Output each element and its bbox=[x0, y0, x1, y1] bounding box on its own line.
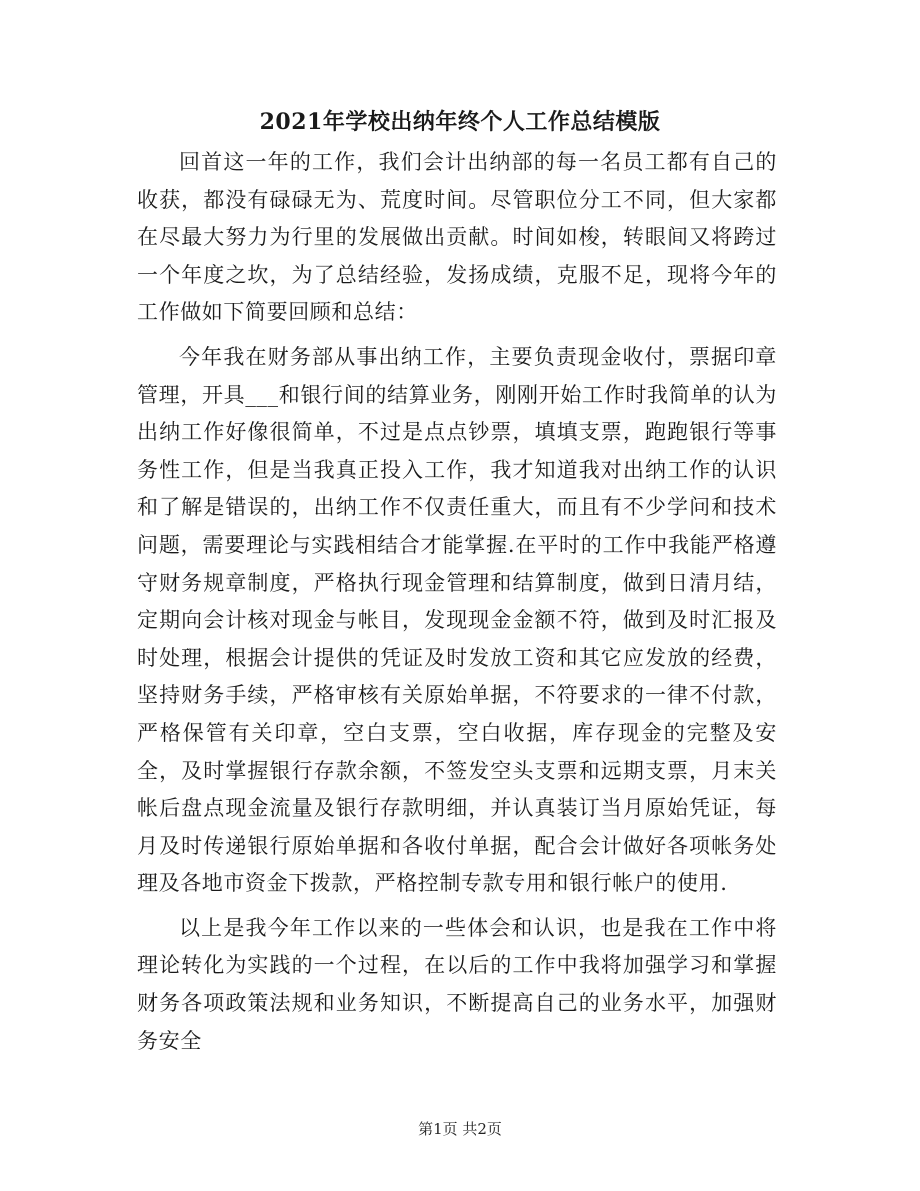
paragraph-intro: 回首这一年的工作，我们会计出纳部的每一名员工都有自己的收获，都没有碌碌无为、荒度时间。尽管职位分工不同，但大家都在尽最大努力为行里的发展做出贡献。时间如梭，转眼间又将跨过一个年度之坎，为了总结经验，发扬成绩，克服不足，现将今年的工作做如下简要回顾和总结： bbox=[137, 150, 777, 325]
document-body bbox=[137, 144, 777, 1060]
paragraph-conclusion: 以上是我今年工作以来的一些体会和认识，也是我在工作中将理论转化为实践的一个过程，在以后的工作中我将加强学习和掌握财务各项政策法规和业务知识，不断提高自己的业务水平，加强财务安全 bbox=[137, 915, 777, 1053]
paragraph-duties: 今年我在财务部从事出纳工作，主要负责现金收付，票据印章管理，开具___和银行间的结算业务，刚刚开始工作时我简单的认为出纳工作好像很简单，不过是点点钞票，填填支票，跑跑银行等事务性工作，但是当我真正投入工作，我才知道我对出纳工作的认识和了解是错误的，出纳工作不仅责任重大，而且有不少学问和技术问题，需要理论与实践相结合才能掌握.在平时的工作中我能严格遵守财务规章制度，严格执行现金管理和结算制度，做到日清月结，定期向会计核对现金与帐目，发现现金金额不符，做到及时汇报及时处理，根据会计提供的凭证及时发放工资和其它应发放的经费，坚持财务手续，严格审核有关原始单据，不符要求的一律不付款，严格保管有关印章，空白支票，空白收据，库存现金的完整及安全，及时掌握银行存款余额，不签发空头支票和远期支票，月末关帐后盘点现金流量及银行存款明细，并认真装订当月原始凭证，每月及时传递银行原始单据和各收付单据，配合会计做好各项帐务处理及各地市资金下拨款，严格控制专款专用和银行帐户的使用. bbox=[137, 344, 777, 896]
page-number-footer: 第1页 共2页 bbox=[418, 1120, 502, 1138]
document-title: 2021年学校出纳年终个人工作总结模版 bbox=[259, 109, 661, 135]
